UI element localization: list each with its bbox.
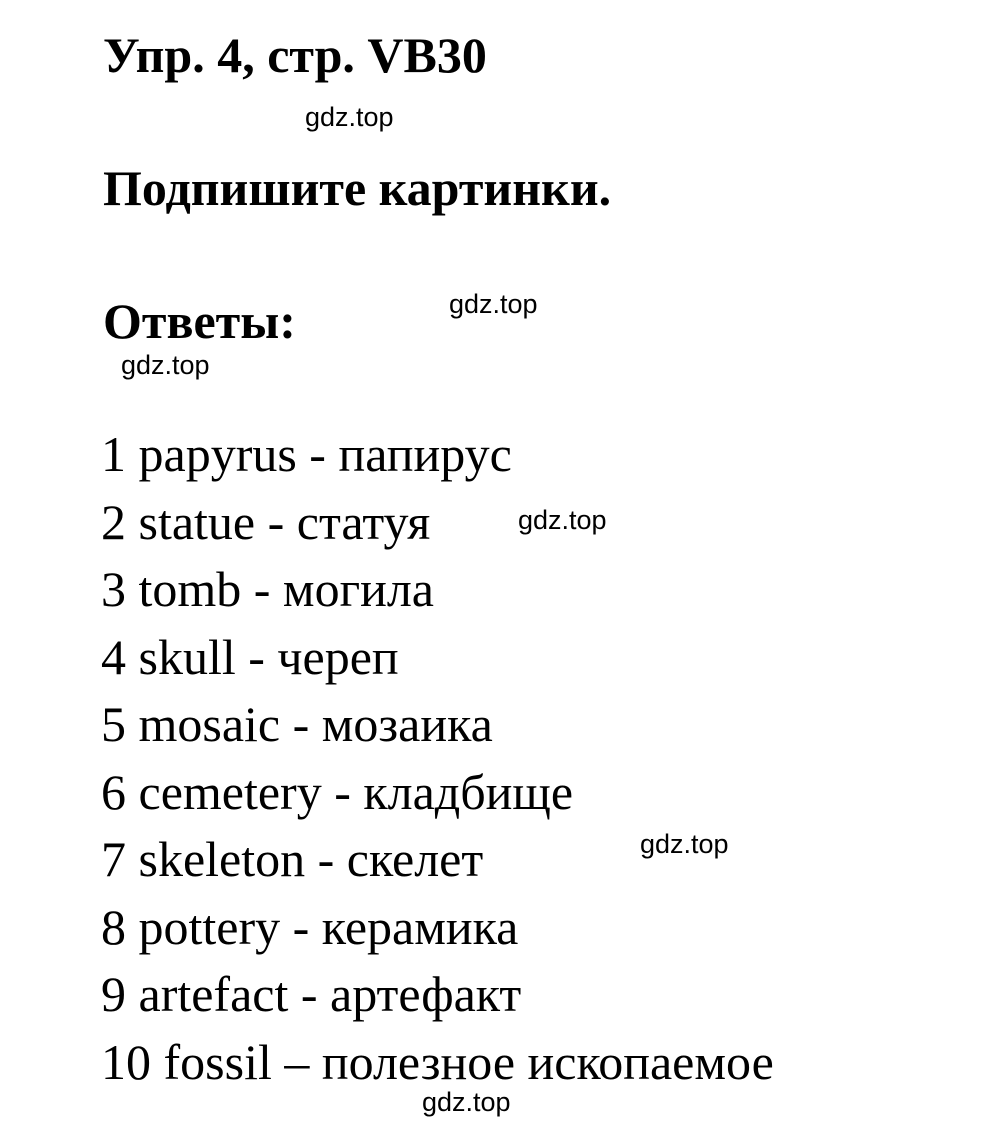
watermark: gdz.top [449,289,538,319]
watermark: gdz.top [305,102,394,132]
watermark: gdz.top [422,1087,511,1117]
answer-item: 8 pottery - керамика [101,898,519,955]
answer-item: 6 cemetery - кладбище [101,763,574,820]
answer-item: 9 artefact - артефакт [101,966,522,1022]
answer-item: 4 skull - череп [101,628,399,685]
watermark: gdz.top [121,350,210,380]
answer-list [101,421,774,1096]
answer-item: 1 papyrus - папирус [101,426,512,482]
answer-item: 5 mosaic - мозаика [101,696,493,752]
task-instruction: Подпишите картинки. [103,160,612,216]
answer-item: 3 tomb - могила [101,561,434,617]
answer-item: 10 fossil – полезное ископаемое [101,1033,774,1090]
exercise-title: Упр. 4, стр. VB30 [103,27,487,83]
answer-item: 7 skeleton - скелет [101,831,484,887]
watermark: gdz.top [640,829,729,859]
answers-heading: Ответы: [103,293,296,349]
answer-item: 2 statue - статуя [101,493,431,550]
watermark: gdz.top [518,505,607,535]
